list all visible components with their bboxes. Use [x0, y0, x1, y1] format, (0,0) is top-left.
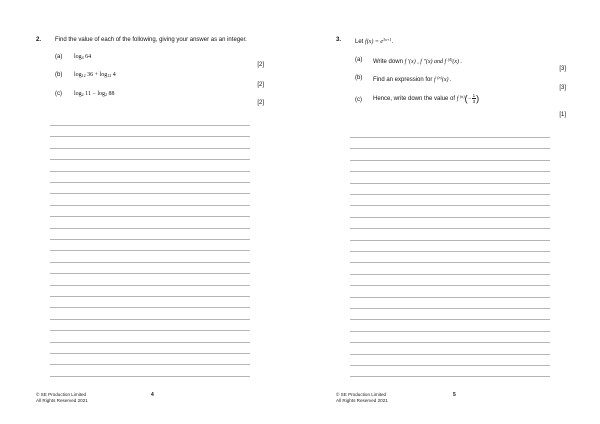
answer-line [50, 182, 250, 183]
answer-line [50, 159, 250, 160]
function-body: (x) = e [366, 39, 384, 45]
answer-line [350, 240, 550, 241]
part-a-label: (a) [55, 54, 63, 60]
answer-line [350, 331, 550, 332]
part-c-expression [74, 91, 115, 97]
function-name: f [365, 39, 367, 45]
rights-line: All Rights Reserved 2021 [36, 398, 88, 403]
answer-line [50, 307, 250, 308]
answer-line [350, 148, 550, 149]
part-c-label: (c) [55, 91, 62, 97]
part-c-mark: [1] [559, 112, 566, 118]
answer-line [50, 250, 250, 251]
answer-line [350, 262, 550, 263]
answer-lines[interactable] [350, 137, 550, 385]
part-b-text [373, 75, 452, 83]
derivative-expression: f ′(x) , f ″(x) and f [404, 59, 448, 65]
answer-line [50, 239, 250, 240]
answer-line [50, 296, 250, 297]
answer-line [50, 228, 250, 229]
part-b-mark: [3] [559, 85, 566, 91]
answer-line [50, 330, 250, 331]
part-b-expression [74, 72, 116, 78]
answer-line [50, 285, 250, 286]
log-argument: 88 [107, 91, 115, 97]
left-paren: ( [464, 93, 468, 104]
derivative-expression: f [456, 96, 460, 103]
log-text: log [74, 72, 82, 78]
derivative-order: (4) [447, 57, 453, 62]
answer-line [50, 193, 250, 194]
answer-line [350, 319, 550, 320]
fraction-numerator: 1 [472, 93, 476, 98]
answer-line [50, 353, 250, 354]
answer-line [50, 136, 250, 137]
answer-line [350, 342, 550, 343]
log-base: 12 [81, 73, 86, 78]
answer-line [350, 354, 550, 355]
answer-line [350, 297, 550, 298]
copyright-footer [36, 392, 88, 404]
copyright-line: © SE Production Limited [336, 392, 387, 397]
log-argument: 4 [111, 72, 116, 78]
question-number: 3. [336, 37, 342, 43]
answer-line [350, 228, 550, 229]
derivative-order: (n) [437, 75, 442, 80]
part-a-expression [74, 54, 91, 60]
log-base: 12 [107, 73, 112, 78]
copyright-line: © SE Production Limited [36, 392, 87, 397]
answer-line [50, 125, 250, 126]
answer-line [350, 285, 550, 286]
derivative-argument: (x) . [452, 59, 463, 65]
answer-line [350, 205, 550, 206]
log-base: 2 [105, 92, 107, 97]
part-a-mark: [3] [559, 66, 566, 72]
answer-line [350, 160, 550, 161]
answer-line [350, 183, 550, 184]
answer-line [50, 319, 250, 320]
answer-line [350, 376, 550, 377]
part-b-mark: [2] [257, 82, 264, 88]
answer-line [350, 274, 550, 275]
instruction-text: Find an expression for [373, 77, 433, 83]
part-b-label: (b) [55, 72, 63, 78]
answer-line [50, 148, 250, 149]
question-intro [355, 37, 393, 45]
answer-line [50, 171, 250, 172]
answer-line [50, 205, 250, 206]
log-argument: 11 − log [83, 91, 105, 97]
part-c-text [373, 93, 479, 104]
derivative-order: (n) [459, 94, 465, 100]
page-number: 5 [453, 392, 456, 398]
copyright-footer [336, 392, 388, 404]
derivative-expression: f [434, 77, 438, 83]
answer-lines[interactable] [50, 125, 250, 385]
answer-line [350, 137, 550, 138]
part-a-mark: [2] [257, 62, 264, 68]
page-number: 4 [151, 392, 154, 398]
answer-line [50, 216, 250, 217]
rights-line: All Rights Reserved 2021 [336, 398, 388, 403]
answer-line [50, 273, 250, 274]
part-c-mark: [2] [257, 100, 264, 106]
part-a-label: (a) [355, 57, 363, 63]
part-c-label: (c) [355, 97, 362, 103]
log-argument: 36 + log [85, 72, 108, 78]
exponent: 3x+1 [383, 37, 392, 42]
instruction-text: Hence, write down the value of [373, 96, 456, 103]
answer-line [50, 262, 250, 263]
question-text: Find the value of each of the following, giving your answer as an integer. [55, 37, 247, 43]
log-text: log [74, 91, 82, 97]
answer-line [50, 342, 250, 343]
log-base: 4 [81, 55, 84, 60]
log-text: log [74, 54, 82, 60]
instruction-text: Write down [373, 59, 403, 65]
answer-line [50, 376, 250, 377]
question-number: 2. [36, 37, 42, 43]
log-base: 2 [81, 92, 84, 97]
log-argument: 64 [83, 54, 92, 60]
part-b-label: (b) [355, 75, 363, 81]
fraction-denominator: 3 [472, 99, 476, 104]
answer-line [350, 251, 550, 252]
page-5 [300, 0, 600, 424]
answer-line [350, 365, 550, 366]
intro-text: Let [355, 39, 366, 45]
answer-line [350, 217, 550, 218]
answer-line [50, 364, 250, 365]
part-a-text [373, 57, 462, 65]
answer-line [350, 171, 550, 172]
right-paren: ) [476, 93, 480, 104]
fraction-sign: − [467, 96, 472, 103]
derivative-argument: (x) . [441, 77, 452, 83]
answer-line [350, 194, 550, 195]
answer-line [350, 308, 550, 309]
intro-end: . [391, 39, 394, 45]
